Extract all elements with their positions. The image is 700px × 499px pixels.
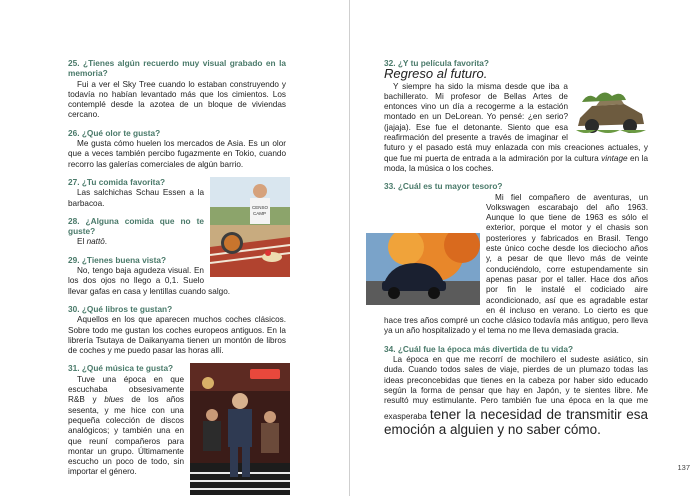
svg-text:CAMP: CAMP: [253, 210, 267, 216]
right-page: [350, 0, 700, 496]
answer-32-post: en la moda, la música o los coches.: [384, 153, 648, 173]
answer-30: Aquellos en los que aparecen muchos coches clásicos. Sobre todo me gustan los coches europeos antiguos. En la librería Tsutaya de Daikanyama tienen un montón de libros de coches y me puedo pasar las horas allí.: [68, 315, 286, 356]
question-27: 27. ¿Tu comida favorita?: [68, 176, 166, 187]
answer-32-pre: Y siempre ha sido la misma desde que iba a bachillerato. Mi profesor de Bellas Artes de entonces vino un día a recogerme a la estación montado en un DeLorean. Yo pensé: ¿en serio? (jajaja). Ese fue el detonante. Siento que esa reafirmación del presente a través de imaginar el futuro y el pasado está muy enlazada con mis creaciones actuales, y que fue mi puerta de entrada a la admiración por la cultura: [384, 81, 648, 163]
question-34: 34. ¿Cuál fue la época más divertida de tu vida?: [384, 343, 574, 354]
delorean-photo-image: [572, 84, 650, 140]
answer-28-post: .: [104, 237, 108, 247]
answer-32-title: Regreso al futuro.: [384, 66, 488, 82]
answer-34-text: La época en que me recorrí de mochilero el sudeste asiático, sin duda. Cuando todos sales de viaje, pierdes de un plumazo todas las ideas preconcebidas que tienes en la cabeza por haber sido educado según la forma de pensar que hay en Japón, y te sientes libre. Me resultó muy estimulante. Pero también fue una época en la que me exasperaba: [384, 355, 648, 421]
question-25: 25. ¿Tienes algún recuerdo muy visual grabado en la memoria?: [68, 58, 286, 79]
answer-31-pre: Tuve una época en que escuchaba obsesivamente R&B y: [68, 374, 184, 405]
qa-30: [68, 304, 286, 356]
question-28: 28. ¿Alguna comida que no te guste?: [68, 215, 204, 237]
answer-32-italic: vintage: [601, 153, 628, 163]
photo-concert: [190, 363, 290, 495]
barbecue-photo-image: [210, 177, 290, 277]
answer-25: Fui a ver el Sky Tree cuando lo estaban construyendo y todavía no habían levantado más que los cimientos. Los contemplé desde la azotea de un bloque de viviendas cercano.: [68, 79, 286, 120]
svg-text:CENSO: CENSO: [252, 204, 269, 210]
question-33: 33. ¿Cuál es tu mayor tesoro?: [384, 181, 503, 192]
answer-28-italic: nattō: [86, 237, 105, 247]
photo-delorean: [572, 84, 650, 140]
answer-26: Me gusta cómo huelen los mercados de Asia. Es un olor que a veces también percibo fugazmente en Tokio, cuando recorro las galerías comerciales de algún barrio.: [68, 139, 286, 169]
answer-31-italic: blues: [104, 395, 124, 405]
answer-34: [384, 355, 648, 437]
question-32: 32. ¿Y tu película favorita?: [384, 58, 489, 68]
answer-34-emphasis: tener la necesidad de transmitir esa emoción a alguien y no saber cómo.: [384, 406, 648, 437]
page-number: 137: [677, 463, 690, 472]
answer-27: Las salchichas Schau Essen a la barbacoa.: [68, 188, 204, 208]
question-31: 31. ¿Qué música te gusta?: [68, 363, 174, 374]
concert-photo-image: [190, 363, 290, 495]
qa-25: [68, 58, 286, 121]
question-26: 26. ¿Qué olor te gusta?: [68, 127, 161, 138]
right-column: [384, 58, 648, 444]
answer-33: Mi fiel compañero de aventuras, un Volkswagen escarabajo del año 1963. Aunque lo que tiene de 1963 es sólo el exterior, porque el motor y el chasis son posteriores y fabricados en Brasil. Tengo este único coche desde los dieciocho años y, a pesar de que llevo más de veinte conduciéndolo, corre estupendamente sin apenas pasar por el taller. Hace dos años por fin le instalé el codiciado aire acondicionado, así que es agradable estar en él incluso en verano. Lo cierto es que hace tres años compré un coche clásico todavía más antiguo, pero lleva ya un año hospitalizado y el tema no me lleva demasiada gracia.: [384, 192, 648, 336]
left-page: [0, 0, 350, 496]
answer-31-post: de los años sesenta, y me hice con una pequeña colección de discos analógicos; y también una en que reuní compañeros para montar un grupo. Últimamente escucho un poco de todo, sin importar el género.: [68, 395, 185, 477]
photo-barbecue: [210, 177, 290, 277]
qa-26: [68, 128, 286, 170]
photo-beetle: [366, 233, 480, 305]
question-29: 29. ¿Tienes buena vista?: [68, 254, 167, 265]
beetle-photo-image: [366, 233, 480, 305]
answer-28-pre: El: [77, 237, 87, 247]
question-30: 30. ¿Qué libros te gustan?: [68, 303, 173, 314]
left-column: [68, 58, 286, 495]
answer-29: No, tengo baja agudeza visual. En los dos ojos no llego a 0,1. Suelo llevar gafas en casa y lentillas cuando salgo.: [68, 266, 231, 296]
